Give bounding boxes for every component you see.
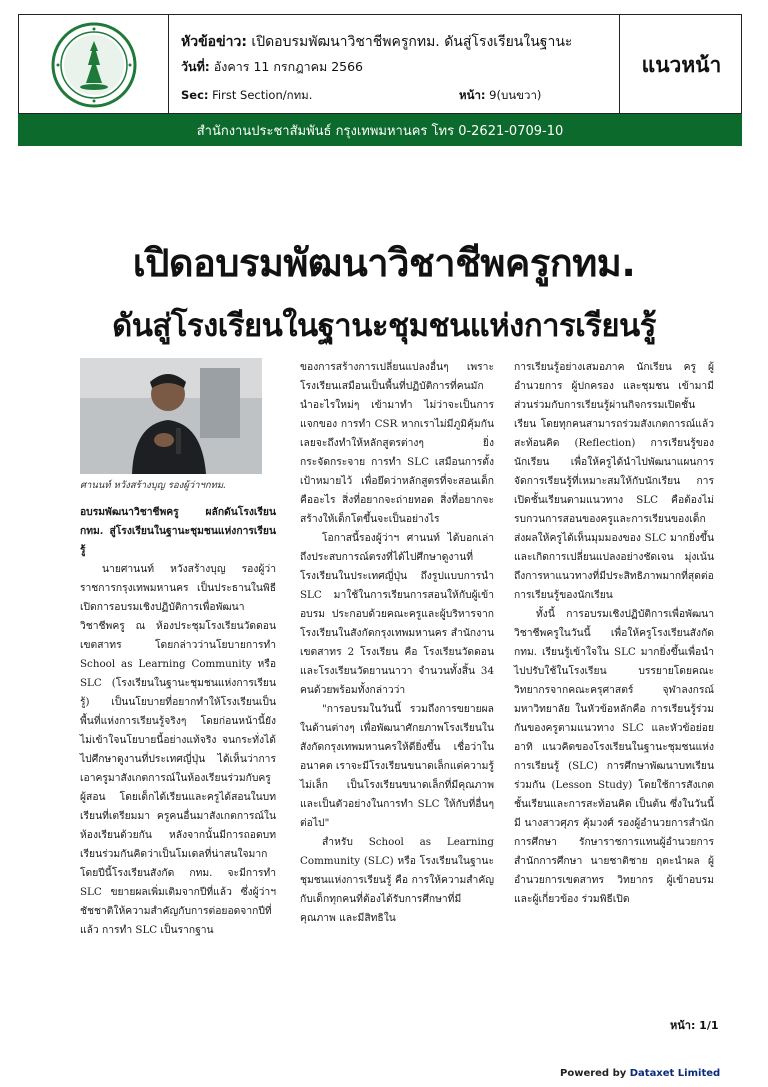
article-title-line2: ดันสู่โรงเรียนในฐานะชุมชนแห่งการเรียนรู้ bbox=[112, 308, 656, 344]
article-paragraph: สำหรับ School as Learning Community (SLC) หรือ โรงเรียนในฐานะชุมชนแห่งการเรียนรู้ คือ การให้ความสำคัญกับเด็กทุกคนที่ต้องได้รับการศึกษาที่มีคุณภาพ และมีสิทธิใน bbox=[300, 836, 494, 924]
article-photo bbox=[80, 358, 262, 474]
article-paragraph: การเรียนรู้อย่างเสมอภาค นักเรียน ครู ผู้อำนวยการ ผู้ปกครอง และชุมชน เข้ามามีส่วนร่วมกับการเรียนรู้ผ่านกิจกรรมเปิดชั้นเรียน โดยทุกคนสามารถร่วมสังเกตการณ์แล้วสะท้อนคิด (Reflection) การเรียนรู้ของนักเรียน เพื่อให้ครูได้นำไปพัฒนาแผนการจัดการเรียนรู้ที่เหมาะสมให้กับนักเรียน การเปิดชั้นเรียนตามแนวทาง SLC คือต้องไม่รบกวนการสอนของครูและการเรียนของเด็ก ส่งผลให้ครูได้เห็นมุมมองของ SLC มากยิ่งขึ้น และเกิดการเปลี่ยนแปลงอย่างชัดเจน มุ่งเน้นถึงการหาแนวทางที่มีประสิทธิภาพมากที่สุดต่อการเรียนรู้ของนักเรียน bbox=[514, 361, 714, 601]
newspaper-name: แนวหน้า bbox=[619, 15, 743, 115]
article-lead: อบรมพัฒนาวิชาชีพครู ผลักดันโรงเรียน กทม. สู่โรงเรียนในฐานะชุมชนแห่งการเรียนรู้ bbox=[80, 506, 276, 556]
clipping-header bbox=[18, 14, 742, 146]
headline-value: เปิดอบรมพัฒนาวิชาชีพครูกทม. ดันสู่โรงเรียนในฐานะ bbox=[251, 34, 573, 50]
article-column-1 bbox=[80, 503, 276, 936]
article-paragraph: นายศานนท์ หวังสร้างบุญ รองผู้ว่าราชการกรุงเทพมหานคร เป็นประธานในพิธีเปิดการอบรมเชิงปฏิบัติการเพื่อพัฒนาวิชาชีพครู ณ ห้องประชุมโรงเรียนวัดดอน เขตสาทร โดยกล่าวว่านโยบายการทำ School as Learning Community หรือ SLC (โรงเรียนในฐานะชุมชนแห่งการเรียนรู้) เป็นนโยบายที่อยากทำให้โรงเรียนเป็นพื้นที่แห่งการเรียนรู้จริงๆ โดยก่อนหน้านี้ยังไม่เข้าใจนโยบายนี้อย่างแท้จริง จนกระทั่งได้ไปศึกษาดูงานที่ประเทศญี่ปุ่น ได้เห็นว่าการเอาครูมาสังเกตการณ์ในห้องเรียนร่วมกับครูผู้สอน โดยเด็กได้เรียนและครูได้สอนในบทเรียนที่เตรียมมา ครูคนอื่นมาสังเกตการณ์ในห้องเรียนด้วยกัน หลังจากนั้นมีการถอดบทเรียนร่วมกันคิดว่าเป็นโมเดลที่น่าสนใจมาก โดยปีนี้โรงเรียนสังกัด กทม. จะมีการทำ SLC ขยายผลเพิ่มเติมจากปีที่แล้ว ซึ่งผู้ว่าฯ ชัชชาติให้ความสำคัญกับการต่อยอดจากปีที่แล้ว การทำ SLC เป็นรากฐาน bbox=[80, 563, 276, 936]
article-quote: "การอบรมในวันนี้ รวมถึงการขยายผลในด้านต่างๆ เพื่อพัฒนาศักยภาพโรงเรียนในสังกัดกรุงเทพมหานครให้ดียิ่งขึ้น เชื่อว่าในอนาคต เราจะมีโรงเรียนขนาดเล็กแต่ความรู้ไม่เล็ก เป็นโรงเรียนขนาดเล็กที่มีคุณภาพและเป็นตัวอย่างในการทำ SLC ให้กับที่อื่นๆ ต่อไป" bbox=[300, 703, 494, 829]
date-label: วันที่: bbox=[181, 59, 210, 74]
person-photo-icon bbox=[80, 358, 262, 474]
office-contact-bar: สำนักงานประชาสัมพันธ์ กรุงเทพมหานคร โทร 0-2621-0709-10 bbox=[18, 114, 742, 146]
page-value: 9(บนขวา) bbox=[489, 88, 542, 102]
article-title-line1: เปิดอบรมพัฒนาวิชาชีพครูกทม. bbox=[132, 241, 636, 285]
powered-prefix: Powered by bbox=[560, 1068, 627, 1079]
date-value: อังคาร 11 กรกฎาคม 2566 bbox=[213, 59, 364, 74]
article-column-2 bbox=[300, 358, 494, 924]
article-paragraph: โอกาสนี้รองผู้ว่าฯ ศานนท์ ได้บอกเล่าถึงประสบการณ์ตรงที่ได้ไปศึกษาดูงานที่โรงเรียนในประเทศญี่ปุ่น ถึงรูปแบบการนำ SLC มาใช้ในการเรียนการสอนให้กับผู้เข้าอบรม ประกอบด้วยคณะครูและผู้บริหารจากโรงเรียนในสังกัดกรุงเทพมหานคร สำนักงานเขตสาทร 2 โรงเรียน คือ โรงเรียนวัดดอน และโรงเรียนวัดยานนาวา จำนวนทั้งสิ้น 34 คนด้วยพร้อมทั้งกล่าวว่า bbox=[300, 532, 494, 696]
date-row bbox=[181, 57, 363, 77]
bangkok-seal-icon bbox=[50, 21, 138, 109]
page-row bbox=[459, 87, 541, 105]
powered-by bbox=[560, 1068, 720, 1079]
sec-row bbox=[181, 87, 312, 105]
sec-label: Sec: bbox=[181, 88, 209, 102]
headline-row bbox=[181, 31, 572, 53]
sec-value: First Section/กทม. bbox=[212, 88, 313, 102]
article-paragraph: ทั้งนี้ การอบรมเชิงปฏิบัติการเพื่อพัฒนาวิชาชีพครูในวันนี้ เพื่อให้ครูโรงเรียนสังกัด กทม. เรียนรู้เข้าใจใน SLC มากยิ่งขึ้นเพื่อนำไปปรับใช้ในโรงเรียน บรรยายโดยคณะวิทยากรจากคณะครุศาสตร์ จุฬาลงกรณ์มหาวิทยาลัย ในหัวข้อหลักคือ การเรียนรู้ร่วมกันของครูตามแนวทาง SLC และหัวข้อย่อย อาทิ แนวคิดของโรงเรียนในฐานะชุมชนแห่งการเรียนรู้ (SLC) การศึกษาพัฒนาบทเรียนร่วมกัน (Lesson Study) โดยใช้การสังเกตชั้นเรียนและการสะท้อนคิด เป็นต้น ซึ่งในวันนี้มี นางสาวศุภร คุ้มวงศ์ รองผู้อำนวยการสำนักการศึกษา รักษาราชการแทนผู้อำนวยการสำนักการศึกษา นายชาติชาย ฤตะนำผล ผู้อำนวยการเขตสาทร วิทยากร ผู้เข้าอบรม และผู้เกี่ยวข้อง ร่วมพิธีเปิด bbox=[514, 608, 714, 905]
clipping-info bbox=[169, 15, 621, 115]
article-paragraph: ของการสร้างการเปลี่ยนแปลงอื่นๆ เพราะโรงเรียนเสมือนเป็นพื้นที่ปฏิบัติการที่คนมักนำอะไรใหม่ๆ เข้ามาทำ ไม่ว่าจะเป็นการแจกของ การทำ CSR หากเราไม่มีภูมิคุ้มกันเลยจะถึงทำให้หลักสูตรต่างๆ ยิ่งกระจัดกระจาย การทำ SLC เสมือนการตั้งเป้าหมายไว้ เพื่อยึดว่าหลักสูตรที่จะสอนเด็กคืออะไร สิ่งที่อยากจะถ่ายทอด สิ่งที่อยากจะสร้างให้เด็กโตขึ้นจะเป็นอย่างไร bbox=[300, 361, 494, 525]
article-column-3 bbox=[514, 358, 714, 908]
page-label: หน้า: bbox=[459, 88, 486, 102]
powered-brand: Dataxet Limited bbox=[629, 1068, 721, 1079]
header-table bbox=[18, 14, 742, 114]
logo-cell bbox=[19, 15, 169, 115]
headline-label: หัวข้อข่าว: bbox=[181, 34, 247, 50]
photo-caption: ศานนท์ หวังสร้างบุญ รองผู้ว่าฯกทม. bbox=[80, 480, 227, 491]
page-count: หน้า: 1/1 bbox=[670, 1019, 719, 1032]
